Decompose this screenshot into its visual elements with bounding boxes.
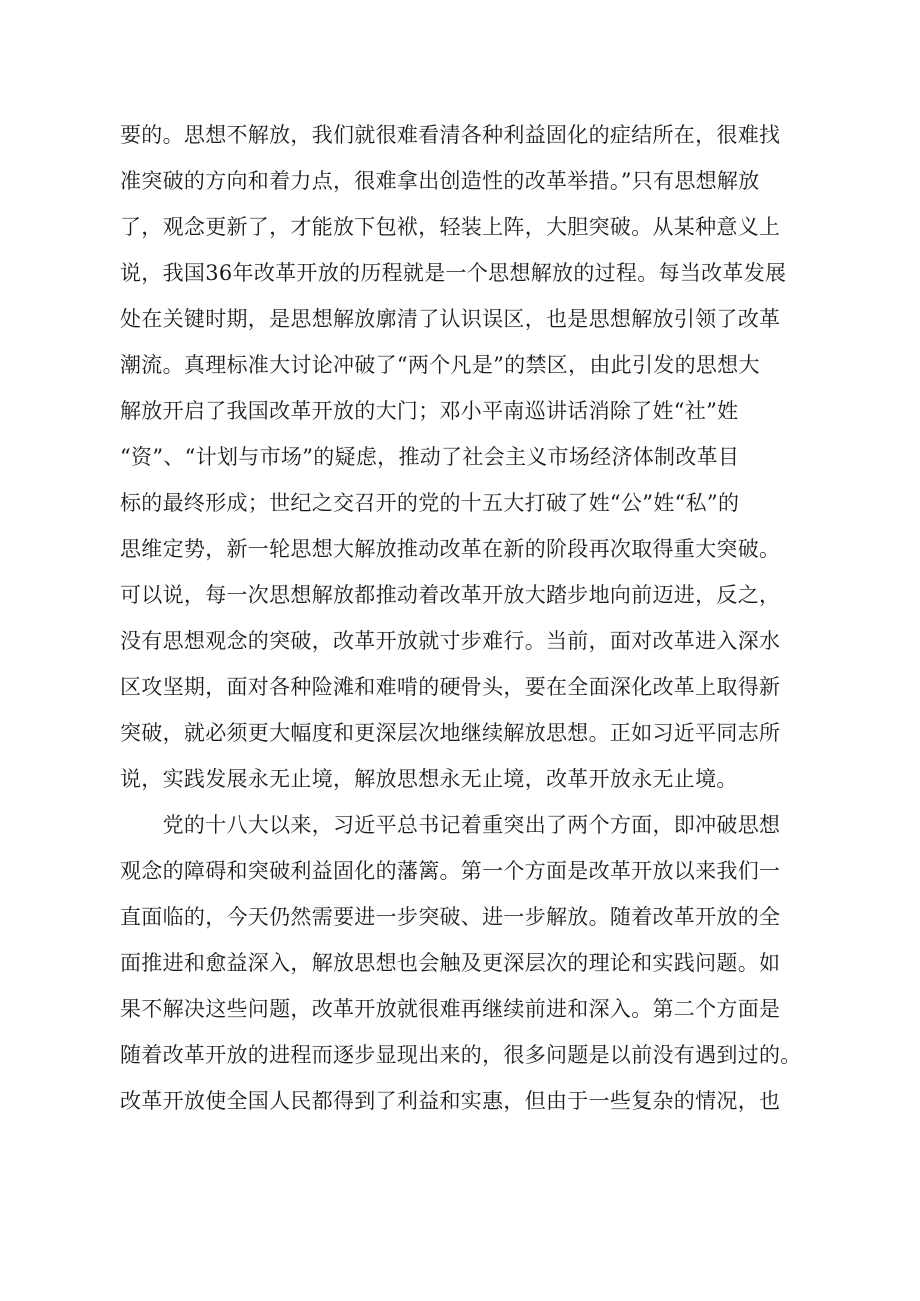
text-line: 潮流。真理标准大讨论冲破了“两个凡是”的禁区，由此引发的思想大 [120,353,760,377]
text-line: 处在关键时期，是思想解放廓清了认识误区，也是思想解放引领了改革 [120,307,781,331]
text-line: “资”、“计划与市场”的疑虑，推动了社会主义市场经济体制改革目 [120,445,740,469]
text-line: 准突破的方向和着力点，很难拿出创造性的改革举措。”只有思想解放 [120,169,760,193]
text-line: 说，我国36年改革开放的历程就是一个思想解放的过程。每当改革发展 [120,261,787,285]
text-line: 区攻坚期，面对各种险滩和难啃的硬骨头，要在全面深化改革上取得新 [120,675,781,699]
text-line: 随着改革开放的进程而逐步显现出来的，很多问题是以前没有遇到过的。 [120,1043,802,1067]
text-line: 思维定势，新一轮思想大解放推动改革在新的阶段再次取得重大突破。 [120,537,781,561]
text-line: 标的最终形成；世纪之交召开的党的十五大打破了姓“公”姓“私”的 [120,491,740,515]
paragraph-start-line: 党的十八大以来，习近平总书记着重突出了两个方面，即冲破思想 [120,813,781,837]
text-line: 要的。思想不解放，我们就很难看清各种利益固化的症结所在，很难找 [120,123,781,147]
text-line: 没有思想观念的突破，改革开放就寸步难行。当前，面对改革进入深水 [120,629,781,653]
text-line: 观念的障碍和突破利益固化的藩篱。第一个方面是改革开放以来我们一 [120,859,781,883]
text-line: 果不解决这些问题，改革开放就很难再继续前进和深入。第二个方面是 [120,997,781,1021]
text-line: 可以说，每一次思想解放都推动着改革开放大踏步地向前迈进，反之， [120,583,781,607]
text-line: 解放开启了我国改革开放的大门；邓小平南巡讲话消除了姓“社”姓 [120,399,739,423]
text-line: 面推进和愈益深入，解放思想也会触及更深层次的理论和实践问题。如 [120,951,781,975]
text-line: 突破，就必须更大幅度和更深层次地继续解放思想。正如习近平同志所 [120,721,781,745]
text-line: 改革开放使全国人民都得到了利益和实惠，但由于一些复杂的情况，也 [120,1089,781,1113]
text-line: 说，实践发展永无止境，解放思想永无止境，改革开放永无止境。 [120,767,738,791]
text-line: 直面临的，今天仍然需要进一步突破、进一步解放。随着改革开放的全 [120,905,781,929]
text-line: 了，观念更新了，才能放下包袱，轻装上阵，大胆突破。从某种意义上 [120,215,781,239]
body-text [120,112,810,1124]
